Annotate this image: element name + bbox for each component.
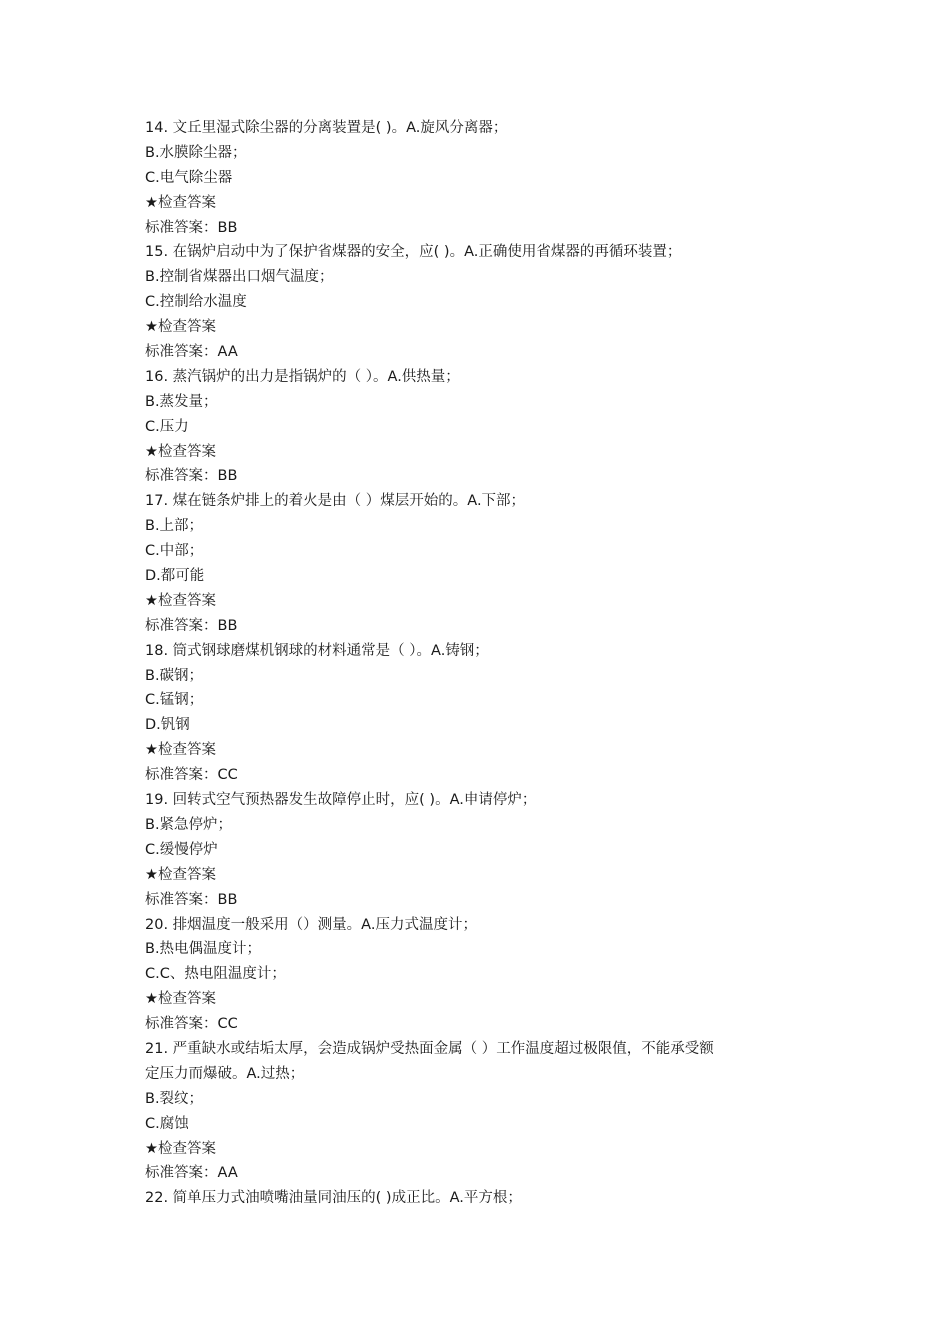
standard-answer: 标准答案：BB	[145, 219, 238, 236]
option-b: B.蒸发量；	[145, 393, 218, 410]
standard-answer: 标准答案：AA	[145, 1165, 238, 1182]
option-c: C.缓慢停炉	[145, 841, 218, 858]
question-16	[145, 365, 817, 489]
standard-answer: 标准答案：CC	[145, 1016, 238, 1033]
question-19	[145, 788, 817, 912]
question-stem: 20. 排烟温度一般采用（）测量。A.压力式温度计；	[145, 916, 477, 933]
option-b: B.热电偶温度计；	[145, 941, 262, 958]
question-stem-continued: 定压力而爆破。A.过热；	[145, 1065, 305, 1082]
check-answer-link[interactable]: ★检查答案	[145, 991, 216, 1008]
question-22	[145, 1186, 817, 1211]
question-stem: 21. 严重缺水或结垢太厚，会造成锅炉受热面金属（ ）工作温度超过极限值，不能承受额	[145, 1040, 714, 1057]
check-answer-link[interactable]: ★检查答案	[145, 742, 216, 759]
question-14	[145, 116, 817, 240]
check-answer-link[interactable]: ★检查答案	[145, 866, 216, 883]
option-b: B.碳钢；	[145, 667, 204, 684]
option-c: C.控制给水温度	[145, 294, 247, 311]
check-answer-link[interactable]: ★检查答案	[145, 319, 216, 336]
document-page	[145, 116, 817, 1211]
option-c: C.中部；	[145, 543, 204, 560]
option-b: B.控制省煤器出口烟气温度；	[145, 269, 334, 286]
option-b: B.紧急停炉；	[145, 816, 233, 833]
question-stem: 15. 在锅炉启动中为了保护省煤器的安全，应( )。A.正确使用省煤器的再循环装置；	[145, 244, 682, 261]
standard-answer: 标准答案：CC	[145, 767, 238, 784]
question-21	[145, 1037, 817, 1186]
question-stem: 17. 煤在链条炉排上的着火是由（ ）煤层开始的。A.下部；	[145, 493, 526, 510]
check-answer-link[interactable]: ★检查答案	[145, 1140, 216, 1157]
question-20	[145, 913, 817, 1037]
standard-answer: 标准答案：BB	[145, 617, 238, 634]
option-c: C.压力	[145, 418, 189, 435]
option-d: D.都可能	[145, 568, 205, 585]
question-17	[145, 489, 817, 638]
standard-answer: 标准答案：AA	[145, 344, 238, 361]
question-18	[145, 639, 817, 788]
option-b: B.上部；	[145, 518, 204, 535]
option-b: B.裂纹；	[145, 1090, 204, 1107]
option-d: D.钒钢	[145, 717, 190, 734]
question-15	[145, 240, 817, 364]
check-answer-link[interactable]: ★检查答案	[145, 592, 216, 609]
check-answer-link[interactable]: ★检查答案	[145, 443, 216, 460]
option-c: C.C、热电阻温度计；	[145, 966, 286, 983]
standard-answer: 标准答案：BB	[145, 468, 238, 485]
question-stem: 14. 文丘里湿式除尘器的分离装置是( )。A.旋风分离器；	[145, 120, 508, 136]
check-answer-link[interactable]: ★检查答案	[145, 194, 216, 211]
option-c: C.锰钢；	[145, 692, 204, 709]
question-stem: 16. 蒸汽锅炉的出力是指锅炉的（ ）。A.供热量；	[145, 368, 460, 385]
question-stem: 19. 回转式空气预热器发生故障停止时，应( )。A.申请停炉；	[145, 792, 537, 809]
option-c: C.腐蚀	[145, 1115, 189, 1132]
option-b: B.水膜除尘器；	[145, 144, 247, 161]
question-stem: 22. 简单压力式油喷嘴油量同油压的( )成正比。A.平方根；	[145, 1190, 522, 1207]
option-c: C.电气除尘器	[145, 169, 233, 186]
question-stem: 18. 筒式钢球磨煤机钢球的材料通常是（ ）。A.铸钢；	[145, 642, 489, 659]
standard-answer: 标准答案：BB	[145, 891, 238, 908]
